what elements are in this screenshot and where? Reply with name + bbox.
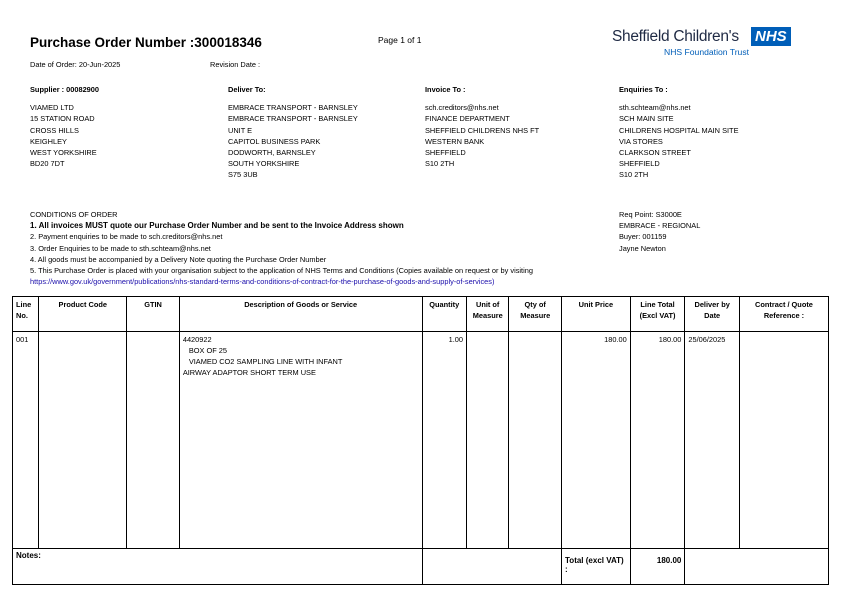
invoice-to-line: WESTERN BANK — [425, 136, 485, 146]
invoice-to-line: FINANCE DEPARTMENT — [425, 114, 510, 124]
description-line: VIAMED CO2 SAMPLING LINE WITH INFANT — [188, 357, 343, 366]
table-footer-row — [13, 549, 829, 585]
table-header-row — [13, 297, 829, 332]
req-point-name: EMBRACE - REGIONAL — [619, 221, 701, 231]
date-of-order: Date of Order: 20-Jun-2025 — [30, 60, 121, 69]
buyer-code: Buyer: 001159 — [619, 232, 667, 242]
condition-2: 2. Payment enquiries to be made to sch.creditors@nhs.net — [30, 232, 223, 242]
supplier-line: BD20 7DT — [30, 159, 65, 169]
cell-unit-of-measure — [466, 332, 508, 549]
enquiries-to-line: CLARKSON STREET — [619, 148, 691, 158]
enquiries-to-line: CHILDRENS HOSPITAL MAIN SITE — [619, 125, 739, 135]
deliver-to-line: SOUTH YORKSHIRE — [228, 159, 300, 169]
enquiries-to-line: SCH MAIN SITE — [619, 114, 674, 124]
nhs-badge: NHS — [751, 27, 791, 46]
deliver-to-line: UNIT E — [228, 125, 253, 135]
logo-trust: NHS Foundation Trust — [664, 47, 750, 57]
col-qty-of-measure: Qty of Measure — [509, 297, 562, 332]
supplier-block — [30, 84, 99, 169]
buyer-name: Jayne Newton — [619, 243, 666, 253]
supplier-line: CROSS HILLS — [30, 125, 79, 135]
deliver-to-line: EMBRACE TRANSPORT - BARNSLEY — [228, 114, 358, 124]
enquiries-to-block — [619, 84, 739, 181]
cell-product-code — [39, 332, 127, 549]
enquiries-to-line: S10 2TH — [619, 170, 649, 180]
req-point: Req Point: S3000E — [619, 210, 682, 219]
description-line: AIRWAY ADAPTOR SHORT TERM USE — [182, 368, 316, 377]
footer-spacer — [685, 549, 829, 585]
terms-link[interactable]: https://www.gov.uk/government/publications/nhs-standard-terms-and-conditions-of-contract-for-the-purchase-of-goods-and-supply-of-services) — [30, 277, 495, 287]
col-unit-of-measure: Unit of Measure — [466, 297, 508, 332]
cell-qty-of-measure — [509, 332, 562, 549]
supplier-line: VIAMED LTD — [30, 103, 74, 113]
requisition-info — [619, 209, 700, 254]
invoice-to-block — [425, 84, 539, 169]
notes-label: Notes: — [13, 549, 423, 585]
condition-4: 4. All goods must be accompanied by a Delivery Note quoting the Purchase Order Number — [30, 254, 327, 264]
supplier-line: 15 STATION ROAD — [30, 114, 95, 124]
col-description: Description of Goods or Service — [179, 297, 422, 332]
supplier-line: WEST YORKSHIRE — [30, 148, 97, 158]
col-quantity: Quantity — [422, 297, 466, 332]
cell-quantity: 1.00 — [422, 332, 466, 549]
condition-5: 5. This Purchase Order is placed with your organisation subject to the application of NHS Terms and Conditions (Copies available on request or by visiting — [30, 266, 533, 276]
invoice-to-line: SHEFFIELD — [425, 148, 466, 158]
col-line-no: Line No. — [13, 297, 39, 332]
deliver-to-line: S75 3UB — [228, 170, 258, 180]
description-line: BOX OF 25 — [188, 346, 228, 355]
conditions-of-order — [30, 209, 533, 287]
invoice-to-line: SHEFFIELD CHILDRENS NHS FT — [425, 125, 540, 135]
enquiries-to-line: VIA STORES — [619, 136, 663, 146]
cell-contract-ref — [739, 332, 828, 549]
footer-spacer — [422, 549, 562, 585]
deliver-to-block — [228, 84, 358, 181]
supplier-line: KEIGHLEY — [30, 136, 67, 146]
cell-line-total: 180.00 — [630, 332, 685, 549]
condition-3: 3. Order Enquiries to be made to sth.schteam@nhs.net — [30, 243, 211, 253]
cell-description — [179, 332, 422, 549]
deliver-to-line: DODWORTH, BARNSLEY — [228, 148, 316, 158]
invoice-to-heading: Invoice To : — [425, 85, 466, 94]
deliver-to-line: EMBRACE TRANSPORT - BARNSLEY — [228, 103, 358, 113]
total-value: 180.00 — [630, 549, 685, 585]
enquiries-to-line: SHEFFIELD — [619, 159, 660, 169]
invoice-to-line: sch.creditors@nhs.net — [425, 103, 499, 113]
col-deliver-by: Deliver by Date — [685, 297, 740, 332]
col-contract-ref: Contract / Quote Reference : — [739, 297, 828, 332]
deliver-to-heading: Deliver To: — [228, 85, 266, 94]
enquiries-to-line: sth.schteam@nhs.net — [619, 103, 691, 113]
col-product-code: Product Code — [39, 297, 127, 332]
total-label: Total (excl VAT) : — [562, 549, 631, 585]
description-line: 4420922 — [182, 335, 212, 344]
cell-unit-price: 180.00 — [562, 332, 631, 549]
trust-logo — [612, 26, 802, 64]
deliver-to-line: CAPITOL BUSINESS PARK — [228, 136, 321, 146]
logo-name: Sheffield Children's — [612, 28, 739, 45]
purchase-order-title: Purchase Order Number :300018346 — [30, 35, 262, 50]
cell-deliver-by: 25/06/2025 — [685, 332, 740, 549]
enquiries-to-heading: Enquiries To : — [619, 85, 668, 94]
page-indicator: Page 1 of 1 — [378, 35, 422, 45]
supplier-heading: Supplier : 00082900 — [30, 85, 100, 94]
table-row — [13, 332, 829, 549]
revision-date: Revision Date : — [210, 60, 261, 69]
col-line-total: Line Total (Excl VAT) — [630, 297, 685, 332]
cell-line-no: 001 — [13, 332, 39, 549]
cell-gtin — [127, 332, 180, 549]
order-lines-table — [12, 296, 829, 585]
conditions-heading: CONDITIONS OF ORDER — [30, 210, 118, 219]
col-gtin: GTIN — [127, 297, 180, 332]
condition-1: 1. All invoices MUST quote our Purchase Order Number and be sent to the Invoice Address shown — [30, 221, 404, 231]
col-unit-price: Unit Price — [562, 297, 631, 332]
invoice-to-line: S10 2TH — [425, 159, 455, 169]
